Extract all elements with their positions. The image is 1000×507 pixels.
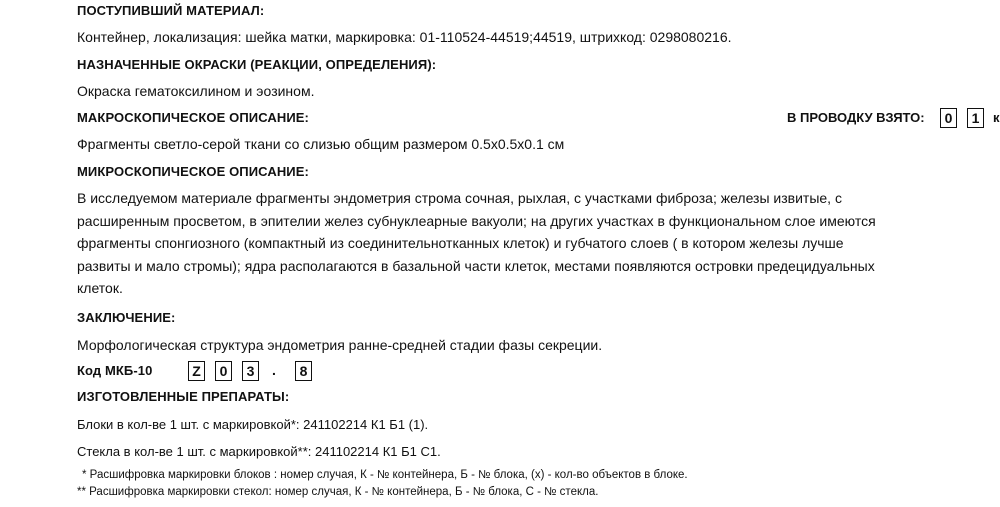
taken-digit-box: 0 [940,108,957,128]
icd-char-box: 8 [295,361,312,381]
icd-char-box: 3 [242,361,259,381]
received-heading: ПОСТУПИВШИЙ МАТЕРИАЛ: [77,3,265,18]
icd-char-box: 0 [215,361,232,381]
icd-char-box: Z [188,361,205,381]
footnote-slides: ** Расшифровка маркировки стекол: номер случая, К - № контейнера, Б - № блока, С - № стекла. [77,486,599,498]
taken-label: В ПРОВОДКУ ВЗЯТО: [787,110,925,125]
slides-text: Стекла в кол-ве 1 шт. с маркировкой**: 241102214 К1 Б1 С1. [77,444,441,459]
macro-heading: МАКРОСКОПИЧЕСКОЕ ОПИСАНИЕ: [77,110,309,125]
macro-text: Фрагменты светло-серой ткани со слизью общим размером 0.5х0.5х0.1 см [77,136,565,152]
received-text: Контейнер, локализация: шейка матки, маркировка: 01-110524-44519;44519, штрихкод: 0298080216. [77,29,732,45]
micro-line: развиты и мало стромы); ядра располагаются в базальной части клеток, местами появляются островки предецидуальных [77,257,875,274]
icd-dot: . [272,362,276,378]
micro-line: клеток. [77,280,123,296]
micro-paragraph [77,187,967,300]
stains-text: Окраска гематоксилином и эозином. [77,83,315,99]
stains-heading: НАЗНАЧЕННЫЕ ОКРАСКИ (РЕАКЦИИ, ОПРЕДЕЛЕНИЯ): [77,57,437,72]
taken-digit-box: 1 [967,108,984,128]
micro-line: расширенным просветом, в эпителии желез субнуклеарные вакуоли; на других участках в функциональном слое имеются [77,212,876,229]
micro-heading: МИКРОСКОПИЧЕСКОЕ ОПИСАНИЕ: [77,164,309,179]
conclusion-heading: ЗАКЛЮЧЕНИЕ: [77,310,176,325]
micro-line: фрагменты спонгиозного (компактный из соединительнотканных клеток) и губчатого слоев ( в котором железы лучше [77,235,844,251]
taken-suffix: к [993,110,1000,125]
icd-label: Код МКБ-10 [77,363,153,378]
conclusion-text: Морфологическая структура эндометрия ранне-средней стадии фазы секреции. [77,337,603,353]
footnote-blocks: * Расшифровка маркировки блоков : номер случая, К - № контейнера, Б - № блока, (х) - кол-во объектов в блоке. [82,469,688,481]
blocks-text: Блоки в кол-ве 1 шт. с маркировкой*: 241102214 К1 Б1 (1). [77,417,429,432]
preparations-heading: ИЗГОТОВЛЕННЫЕ ПРЕПАРАТЫ: [77,389,290,404]
micro-line: В исследуемом материале фрагменты эндометрия строма сочная, рыхлая, с участками фиброза; железы извитые, с [77,190,842,206]
